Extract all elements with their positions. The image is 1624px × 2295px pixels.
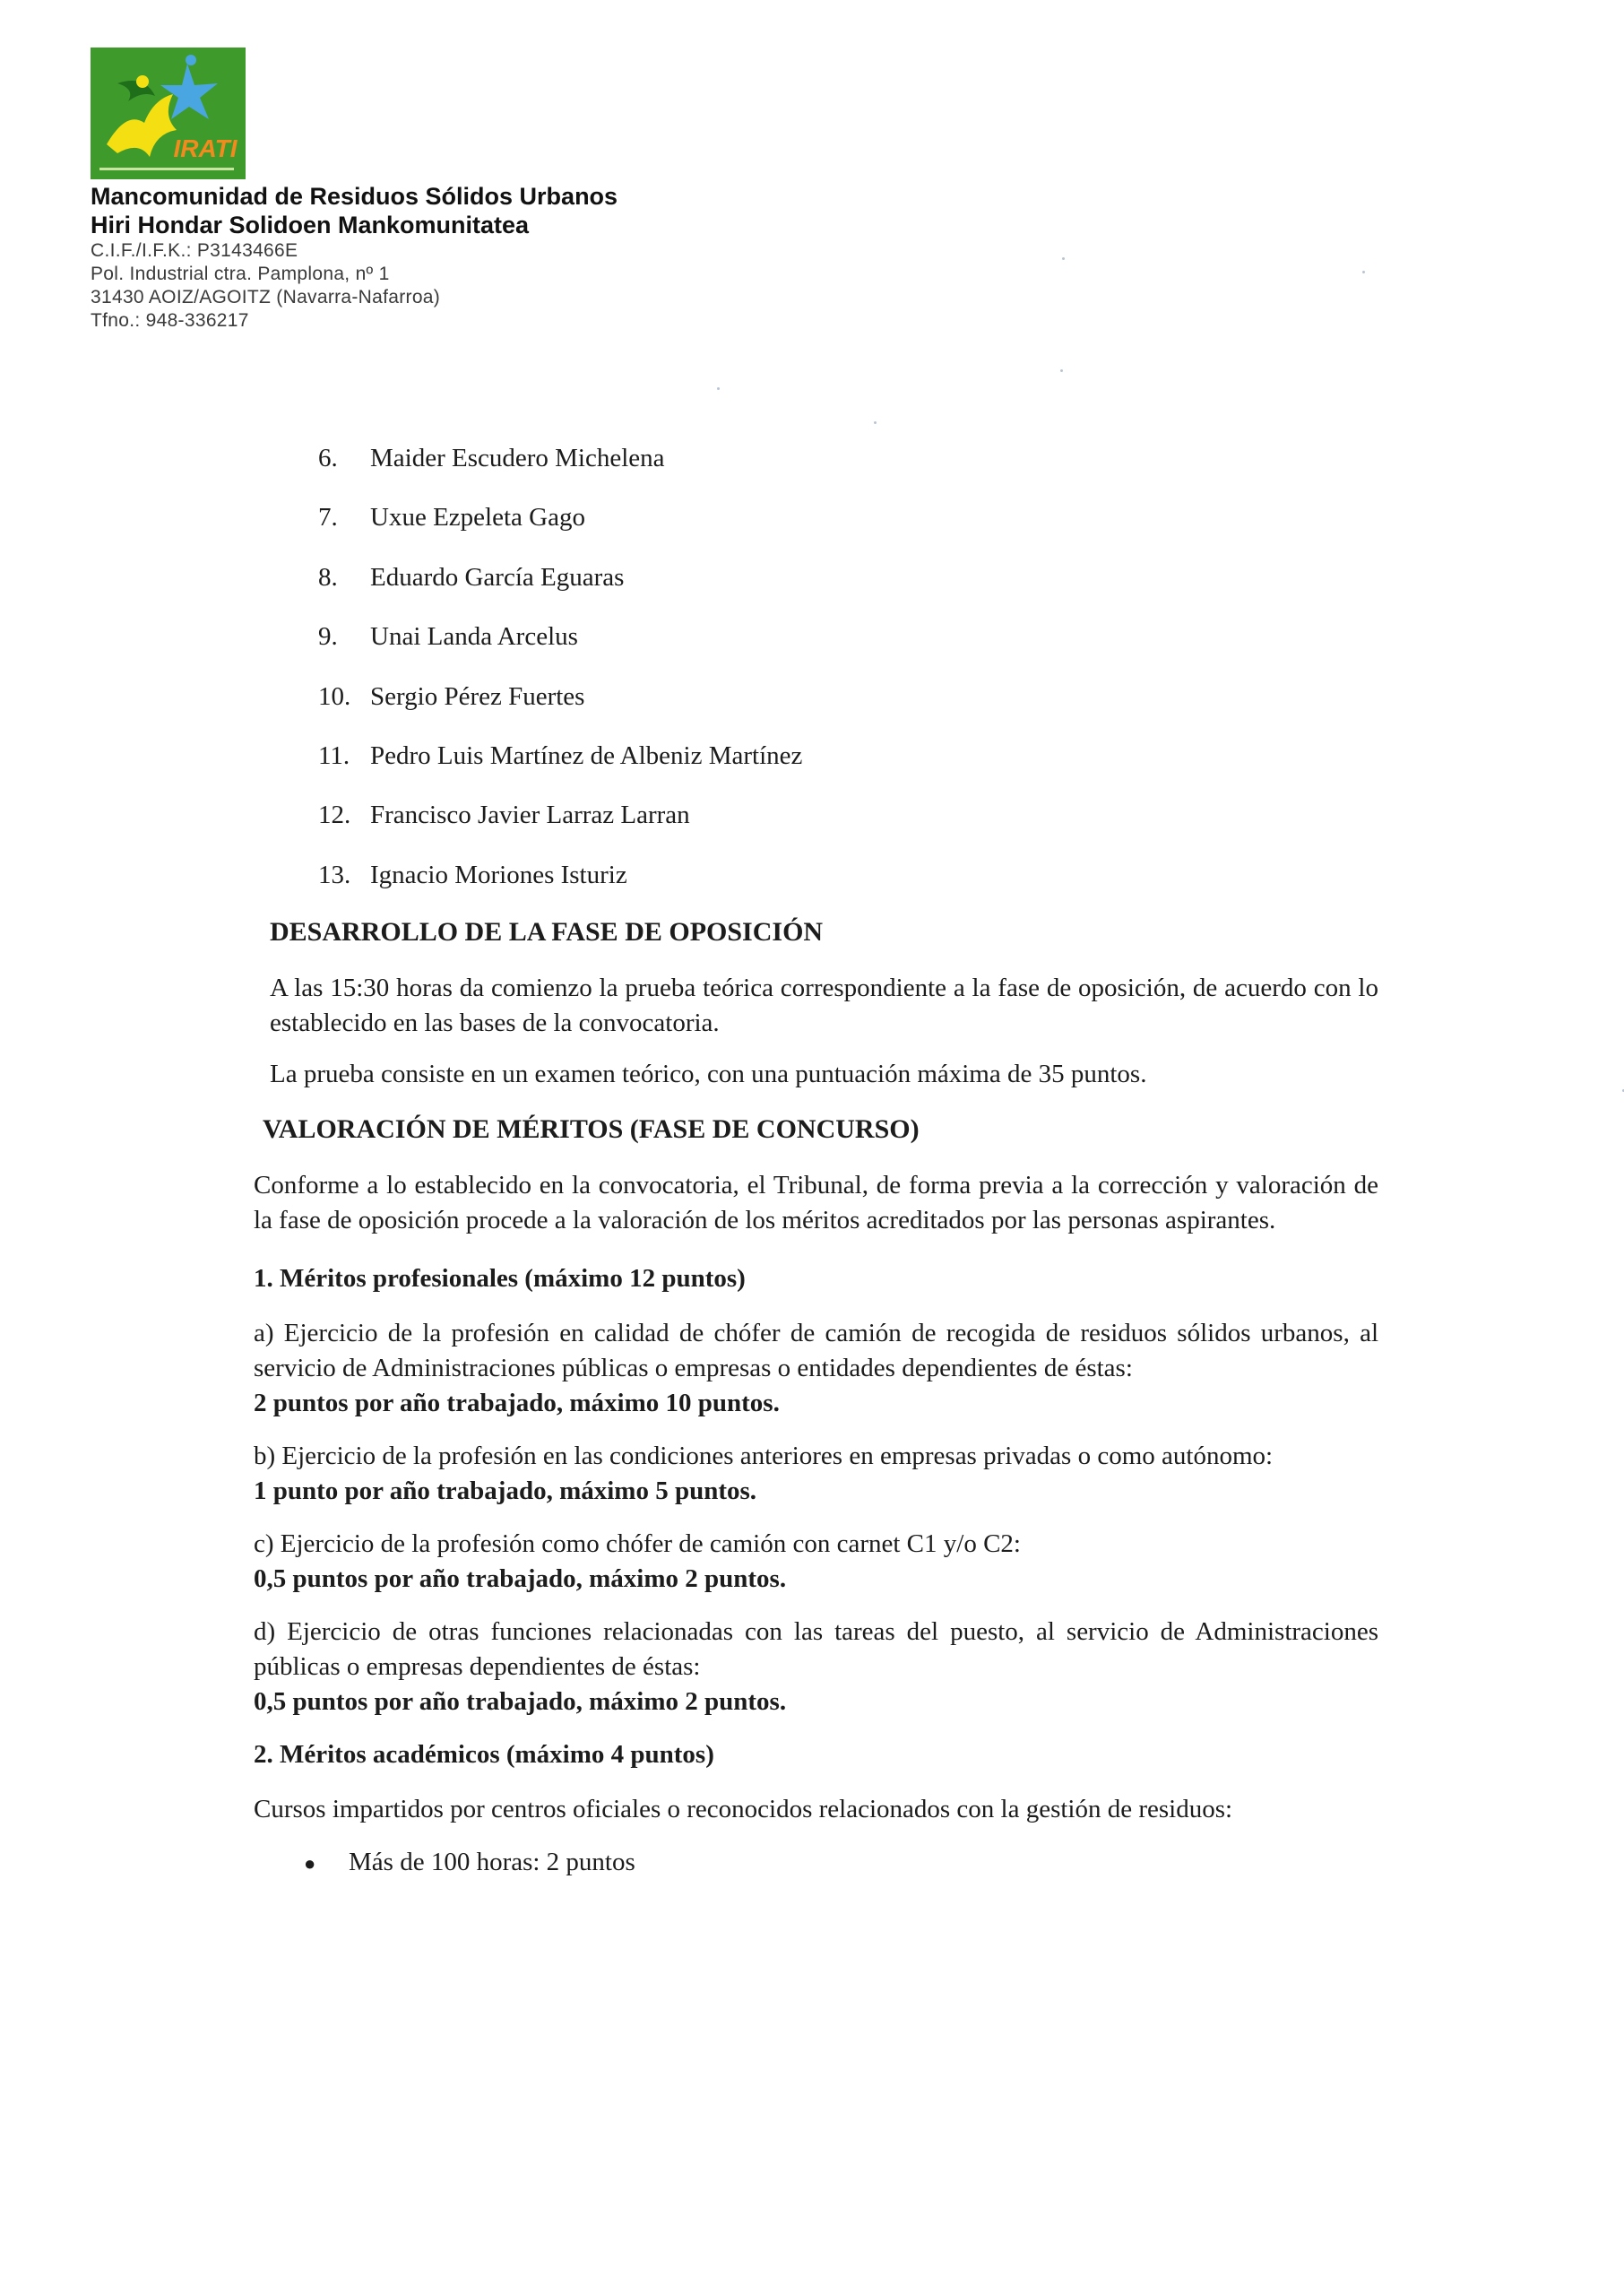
merito-b	[254, 1439, 1378, 1509]
merito-d-text: d) Ejercicio de otras funciones relacionadas con las tareas del puesto, al servicio de Administraciones públicas o empresas dependientes de éstas:	[254, 1617, 1378, 1681]
org-name-es: Mancomunidad de Residuos Sólidos Urbanos	[91, 183, 618, 210]
org-name-eu: Hiri Hondar Solidoen Mankomunitatea	[91, 212, 530, 238]
org-address-line1: Pol. Industrial ctra. Pamplona, nº 1	[91, 264, 390, 284]
item-name: Sergio Pérez Fuertes	[370, 681, 585, 711]
merito-c	[254, 1527, 1378, 1597]
list-item	[318, 616, 802, 675]
scan-speck	[1362, 271, 1365, 273]
merito-d-points: 0,5 puntos por año trabajado, máximo 2 puntos.	[254, 1687, 787, 1716]
item-number: 11.	[318, 740, 350, 770]
item-name: Francisco Javier Larraz Larran	[370, 801, 690, 830]
merito-d	[254, 1615, 1378, 1719]
item-name: Maider Escudero Michelena	[370, 444, 665, 472]
list-item	[318, 735, 802, 794]
oposicion-heading: DESARROLLO DE LA FASE DE OPOSICIÓN	[270, 917, 824, 947]
oposicion-paragraph-1: A las 15:30 horas da comienzo la prueba teórica correspondiente a la fase de oposición, de acuerdo con lo establecido en las bases de la convocatoria.	[270, 974, 1378, 1037]
oposicion-paragraph-2: La prueba consiste en un examen teórico, con una puntuación máxima de 35 puntos.	[270, 1060, 1147, 1088]
meritos-profesionales-heading: 1. Méritos profesionales (máximo 12 puntos)	[254, 1264, 746, 1293]
meritos-heading: VALORACIÓN DE MÉRITOS (FASE DE CONCURSO)	[263, 1114, 920, 1144]
list-item	[318, 557, 802, 616]
aspirantes-list	[318, 437, 802, 914]
letterhead-info	[91, 182, 618, 333]
item-name: Uxue Ezpeleta Gago	[370, 503, 585, 533]
merito-a-text: a) Ejercicio de la profesión en calidad de chófer de camión de recogida de residuos sólidos urbanos, al servicio de Administraciones públicas o empresas o entidades dependientes de éstas:	[254, 1319, 1378, 1382]
item-name: Ignacio Moriones Isturiz	[370, 860, 627, 889]
item-name: Pedro Luis Martínez de Albeniz Martínez	[370, 740, 803, 770]
merito-c-text: c) Ejercicio de la profesión como chófer de camión con carnet C1 y/o C2:	[254, 1529, 1021, 1558]
meritos-academicos-heading: 2. Méritos académicos (máximo 4 puntos)	[254, 1740, 714, 1769]
merito-b-points: 1 punto por año trabajado, máximo 5 puntos.	[254, 1477, 757, 1505]
item-number: 10.	[318, 681, 351, 711]
logo-graphic	[91, 48, 246, 179]
merito-a-points: 2 puntos por año trabajado, máximo 10 puntos.	[254, 1389, 780, 1417]
list-item	[318, 794, 802, 853]
item-number: 7.	[318, 503, 338, 533]
meritos-intro: Conforme a lo establecido en la convocatoria, el Tribunal, de forma previa a la corrección y valoración de la fase de oposición procede a la valoración de los méritos acreditados por las personas aspirantes.	[254, 1171, 1378, 1234]
list-item	[318, 437, 802, 497]
merito-c-points: 0,5 puntos por año trabajado, máximo 2 puntos.	[254, 1564, 787, 1593]
item-number: 9.	[318, 622, 338, 652]
org-address-line2: 31430 AOIZ/AGOITZ (Navarra-Nafarroa)	[91, 287, 441, 307]
list-item	[318, 854, 802, 914]
org-cif: C.I.F./I.F.K.: P3143466E	[91, 240, 298, 261]
list-item	[318, 497, 802, 556]
document-body	[254, 914, 1378, 1881]
cursos-text: Cursos impartidos por centros oficiales o reconocidos relacionados con la gestión de residuos:	[254, 1795, 1233, 1823]
scan-speck	[1062, 257, 1065, 260]
logo-text: IRATI	[173, 134, 238, 162]
irati-logo	[91, 48, 246, 179]
item-number: 13.	[318, 860, 351, 889]
scan-speck	[874, 421, 877, 424]
org-phone: Tfno.: 948-336217	[91, 310, 249, 331]
merito-b-text: b) Ejercicio de la profesión en las condiciones anteriores en empresas privadas o como autónomo:	[254, 1442, 1274, 1470]
item-name: Eduardo García Eguaras	[370, 562, 625, 592]
item-number: 6.	[318, 444, 338, 472]
merito-a	[254, 1316, 1378, 1421]
bullet-text: Más de 100 horas: 2 puntos	[349, 1848, 635, 1876]
scan-speck	[1060, 369, 1063, 372]
item-name: Unai Landa Arcelus	[370, 622, 578, 652]
bullet-item	[304, 1845, 1378, 1881]
list-item	[318, 676, 802, 735]
item-number: 12.	[318, 801, 351, 830]
scan-speck	[717, 387, 720, 390]
bullet-icon: ●	[304, 1852, 316, 1875]
item-number: 8.	[318, 562, 338, 592]
